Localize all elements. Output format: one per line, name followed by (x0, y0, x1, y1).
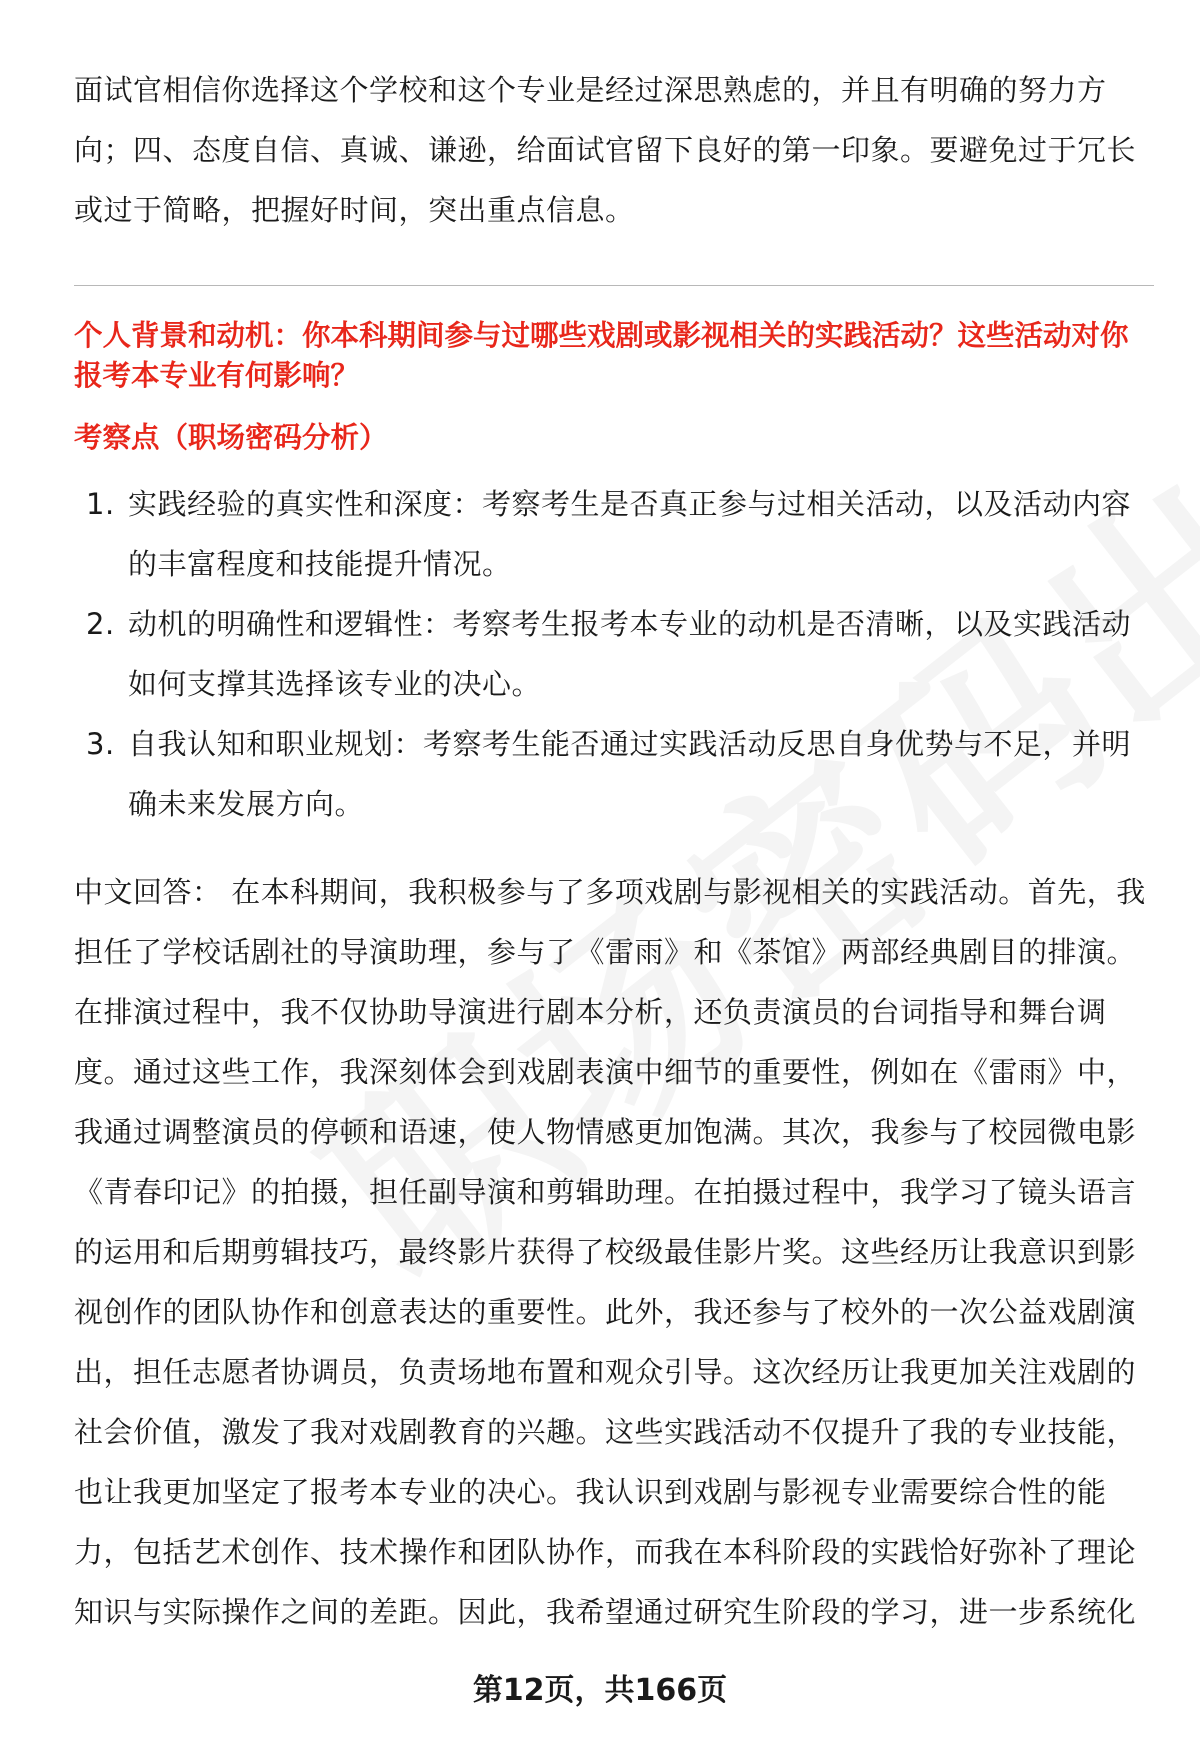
analysis-subheading: 考察点（职场密码分析） (74, 421, 388, 454)
list-item (74, 714, 1154, 834)
evaluation-points-list (74, 474, 1154, 834)
page-number-footer: 第12页，共166页 (472, 1673, 728, 1708)
list-item (74, 594, 1154, 714)
section-divider (74, 285, 1154, 286)
question-heading: 个人背景和动机：你本科期间参与过哪些戏剧或影视相关的实践活动？这些活动对你报考本专业有何影响？ (74, 319, 1129, 392)
list-number: 2. (86, 607, 115, 641)
list-item (74, 474, 1154, 594)
page-content (74, 60, 1154, 1642)
list-number: 1. (86, 487, 115, 521)
list-item-text: 实践经验的真实性和深度：考察考生是否真正参与过相关活动，以及活动内容的丰富程度和技能提升情况。 (128, 487, 1132, 581)
list-item-text: 动机的明确性和逻辑性：考察考生报考本专业的动机是否清晰，以及实践活动如何支撑其选择该专业的决心。 (128, 607, 1132, 701)
list-number: 3. (86, 727, 115, 761)
list-item-text: 自我认知和职业规划：考察考生能否通过实践活动反思自身优势与不足，并明确未来发展方向。 (128, 727, 1132, 821)
intro-paragraph: 面试官相信你选择这个学校和这个专业是经过深思熟虑的，并且有明确的努力方向；四、态度自信、真诚、谦逊，给面试官留下良好的第一印象。要避免过于冗长或过于简略，把握好时间，突出重点信息。 (74, 73, 1137, 227)
answer-paragraph: 中文回答： 在本科期间，我积极参与了多项戏剧与影视相关的实践活动。首先，我担任了学校话剧社的导演助理，参与了《雷雨》和《茶馆》两部经典剧目的排演。在排演过程中，我不仅协助导演进行剧本分析，还负责演员的台词指导和舞台调度。通过这些工作，我深刻体会到戏剧表演中细节的重要性，例如在《雷雨》中，我通过调整演员的停顿和语速，使人物情感更加饱满。其次，我参与了校园微电影《青春印记》的拍摄，担任副导演和剪辑助理。在拍摄过程中，我学习了镜头语言的运用和后期剪辑技巧，最终影片获得了校级最佳影片奖。这些经历让我意识到影视创作的团队协作和创意表达的重要性。此外，我还参与了校外的一次公益戏剧演出，担任志愿者协调员，负责场地布置和观众引导。这次经历让我更加关注戏剧的社会价值，激发了我对戏剧教育的兴趣。这些实践活动不仅提升了我的专业技能，也让我更加坚定了报考本专业的决心。我认识到戏剧与影视专业需要综合性的能力，包括艺术创作、技术操作和团队协作，而我在本科阶段的实践恰好弥补了理论知识与实际操作之间的差距。因此，我希望通过研究生阶段的学习，进一步系统化 (74, 875, 1146, 1629)
